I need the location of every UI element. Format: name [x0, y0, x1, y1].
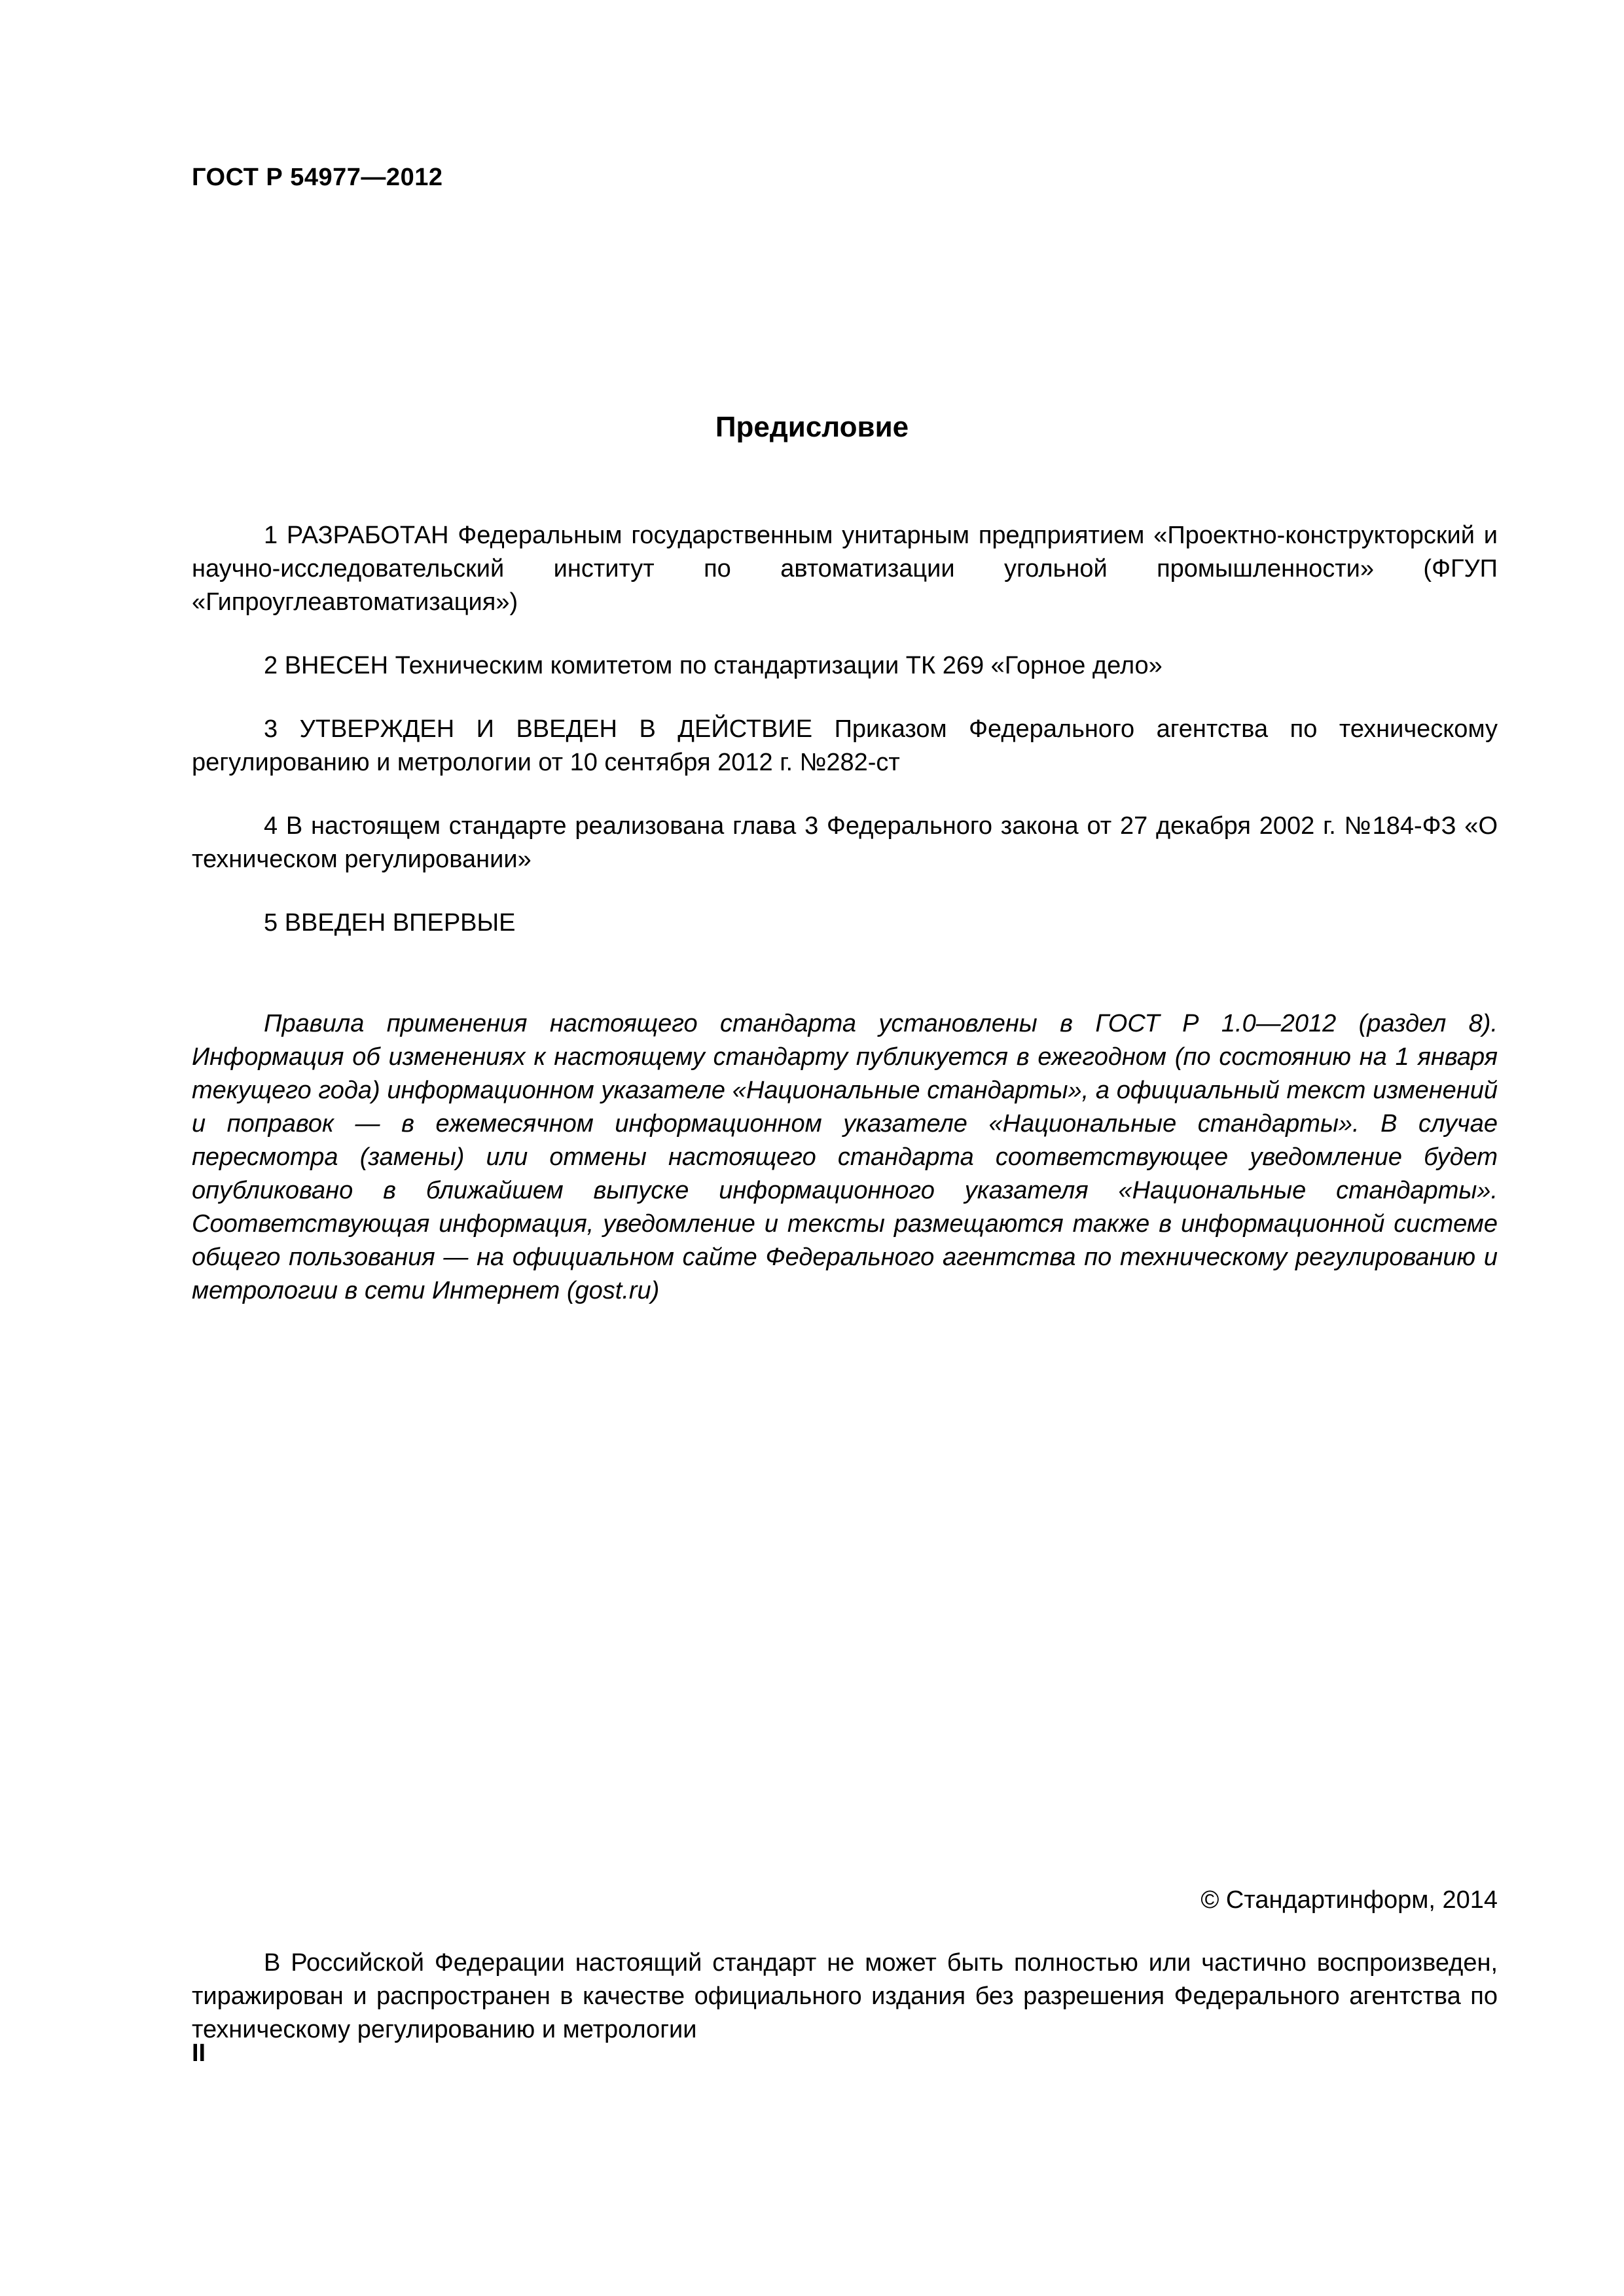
standard-code: ГОСТ Р 54977—2012 — [192, 164, 443, 191]
preface-item-2: 2 ВНЕСЕН Техническим комитетом по стандартизации ТК 269 «Горное дело» — [264, 652, 1163, 679]
preface-item-3: 3 УТВЕРЖДЕН И ВВЕДЕН В ДЕЙСТВИЕ Приказом Федерального агентства по техническому регулированию и метрологии от 10 сентября 2012 г. №282-ст — [192, 715, 1498, 776]
preface-item-1: 1 РАЗРАБОТАН Федеральным государственным унитарным предприятием «Проектно-конструкторский и научно-исследовательский институт по автоматизации угольной промышленности» (ФГУП «Гипроуглеавтоматизация») — [192, 522, 1498, 616]
application-rules-note: Правила применения настоящего стандарта установлены в ГОСТ Р 1.0—2012 (раздел 8). Информация об изменениях к настоящему стандарту публикуется в ежегодном (по состоянию на 1 января текущего года) информационном указателе «Национальные стандарты», а официальный текст изменений и поправок — в ежемесячном информационном указателе «Национальные стандарты». В случае пересмотра (замены) или отмены настоящего стандарта соответствующее уведомление будет опубликовано в ближайшем выпуске информационного указателя «Национальные стандарты». Соответствующая информация, уведомление и тексты размещаются также в информационной системе общего пользования — на официальном сайте Федерального агентства по техническому регулированию и метрологии в сети Интернет (gost.ru) — [192, 1010, 1498, 1304]
preface-item-4: 4 В настоящем стандарте реализована глава 3 Федерального закона от 27 декабря 2002 г. №184-ФЗ «О техническом регулировании» — [192, 812, 1498, 873]
preface-title: Предисловие — [715, 411, 909, 443]
preface-item-5: 5 ВВЕДЕН ВПЕРВЫЕ — [264, 909, 516, 937]
page-number: II — [192, 2039, 206, 2067]
preface-items — [192, 519, 1498, 970]
copyright-notice: © Стандартинформ, 2014 — [1200, 1886, 1498, 1914]
reproduction-notice: В Российской Федерации настоящий стандарт не может быть полностью или частично воспроизведен, тиражирован и распространен в качестве официального издания без разрешения Федерального агентства по техническому регулированию и метрологии — [192, 1949, 1498, 2043]
